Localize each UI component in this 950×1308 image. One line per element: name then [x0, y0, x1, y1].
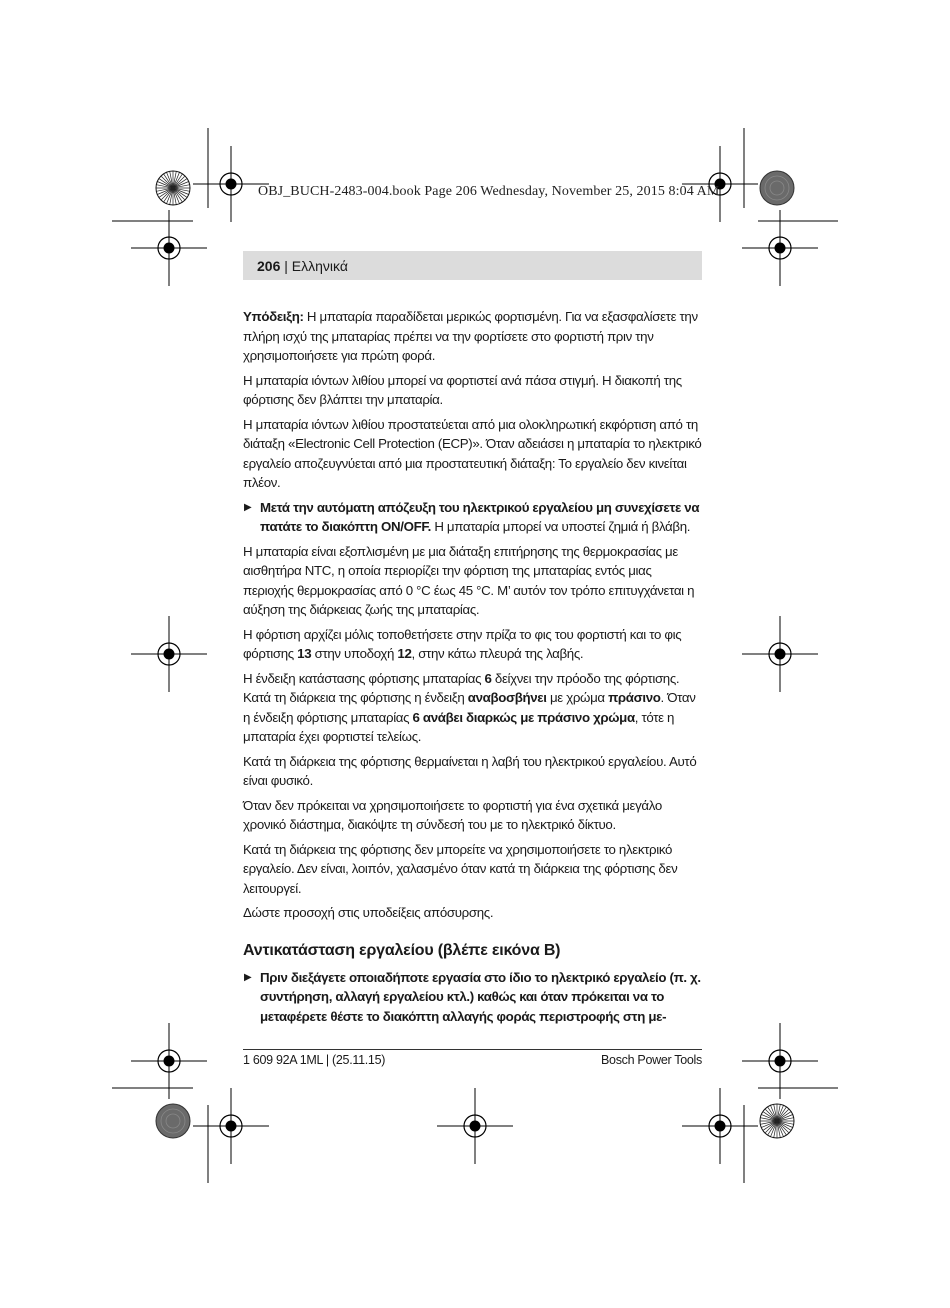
paragraph: Η μπαταρία ιόντων λιθίου προστατεύεται από μια ολοκληρωτική εκφόρτιση από τη διάταξη «Electronic Cell Protection (ECP)». Όταν αδειάσει η μπαταρία το ηλεκτρικό εργαλείο αποζευγνύεται από μια προστατευτική διάταξη: Το εργαλείο δεν κινείται πλέον.	[243, 416, 702, 490]
note-label: Υπόδειξη:	[243, 309, 304, 324]
footer-rule	[243, 1049, 702, 1050]
header-separator: |	[280, 257, 292, 274]
footer-doc-id: 1 609 92A 1ML | (25.11.15)	[243, 1053, 386, 1067]
text-run: δείχνει την πρόοδο της φόρτισης. Κατά τη διάρκεια της φόρτισης η ένδειξη	[243, 670, 680, 705]
language-label: Ελληνικά	[291, 257, 348, 274]
triangle-bullet-icon: ▶	[244, 501, 252, 513]
ref-number: 13	[297, 646, 312, 661]
bold-run: αναβοσβήνει	[467, 690, 547, 705]
text-run: Η ένδειξη κατάστασης φόρτισης μπαταρίας	[243, 670, 485, 686]
text-run: . Όταν η ένδειξη φόρτισης μπαταρίας	[243, 690, 696, 725]
paragraph: Όταν δεν πρόκειται να χρησιμοποιήσετε το φορτιστή για ένα σχετικά μεγάλο χρονικό διάστημα, διακόψτε τη σύνδεσή του με το ηλεκτρικό δίκτυο.	[243, 797, 662, 832]
paragraph	[243, 669, 702, 747]
paragraph: Δώστε προσοχή στις υποδείξεις απόσυρσης.	[243, 905, 494, 920]
paragraph	[243, 625, 702, 664]
section-heading: Αντικατάσταση εργαλείου (βλέπε εικόνα B)	[243, 941, 561, 959]
warning-bold-text: Πριν διεξάγετε οποιαδήποτε εργασία στο ίδιο το ηλεκτρικό εργαλείο (π. χ. συντήρηση, αλλαγή εργαλείου κτλ.) καθώς και όταν πρόκειται να το μεταφέρετε θέστε το διακόπτη αλλαγής φοράς περιστροφής στη με-	[260, 969, 701, 1024]
page-number: 206	[257, 257, 281, 274]
warning-bold-text: Μετά την αυτόματη απόζευξη του ηλεκτρικού εργαλείου μη συνεχίσετε να πατάτε το διακόπτη ON/OFF.	[260, 499, 700, 534]
text-run: με χρώμα	[546, 690, 609, 705]
page-body	[243, 307, 702, 1031]
bold-run: 6 ανάβει διαρκώς με πράσινο χρώμα	[412, 709, 635, 725]
text-run: στην υποδοχή	[311, 646, 398, 661]
text-run: , στην κάτω πλευρά της λαβής.	[411, 646, 584, 661]
bold-run: πράσινο	[608, 690, 661, 705]
warning-bullet	[243, 968, 702, 1027]
triangle-bullet-icon: ▶	[244, 971, 252, 983]
warning-bullet	[243, 498, 702, 537]
text-run: Η φόρτιση αρχίζει μόλις τοποθετήσετε στην πρίζα το φις του φορτιστή και το φις φόρτισης	[243, 626, 682, 661]
ref-number: 12	[397, 646, 412, 661]
paragraph: Κατά τη διάρκεια της φόρτισης θερμαίνεται η λαβή του ηλεκτρικού εργαλείου. Αυτό είναι φυσικό.	[243, 753, 697, 788]
footer-brand: Bosch Power Tools	[601, 1053, 702, 1067]
text-run: , τότε η μπαταρία έχει φορτιστεί τελείως.	[243, 709, 675, 744]
paragraph: Κατά τη διάρκεια της φόρτισης δεν μπορείτε να χρησιμοποιήσετε το ηλεκτρικό εργαλείο. Δεν είναι, λοιπόν, χαλασμένο όταν κατά τη διάρκεια της φόρτισης δεν λειτουργεί.	[243, 841, 678, 896]
paragraph: Η μπαταρία είναι εξοπλισμένη με μια διάταξη επιτήρησης της θερμοκρασίας με αισθητήρα NTC, η οποία περιορίζει την φόρτιση της μπαταρίας εντός μιας περιοχής θερμοκρασίας από 0 °C έως 45 °C. Μ’ αυτόν τον τρόπο επιτυγχάνεται η αύξηση της διάρκειας ζωής της μπαταρίας.	[243, 543, 695, 617]
book-slug-line: OBJ_BUCH-2483-004.book Page 206 Wednesday, November 25, 2015 8:04 AM	[258, 184, 720, 199]
ref-number: 6	[484, 670, 492, 686]
page-header	[243, 251, 702, 280]
warning-text: Η μπαταρία μπορεί να υποστεί ζημιά ή βλάβη.	[430, 519, 691, 534]
paragraph: Η μπαταρία ιόντων λιθίου μπορεί να φορτιστεί ανά πάσα στιγμή. Η διακοπή της φόρτισης δεν βλάπτει την μπαταρία.	[243, 372, 682, 407]
paragraph-note	[243, 307, 702, 366]
note-text: Η μπαταρία παραδίδεται μερικώς φορτισμένη. Για να εξασφαλίσετε την πλήρη ισχύ της μπαταρίας πρέπει να την φορτίσετε στο φορτιστή πριν την χρησιμοποιήσετε για πρώτη φορά.	[243, 309, 698, 363]
